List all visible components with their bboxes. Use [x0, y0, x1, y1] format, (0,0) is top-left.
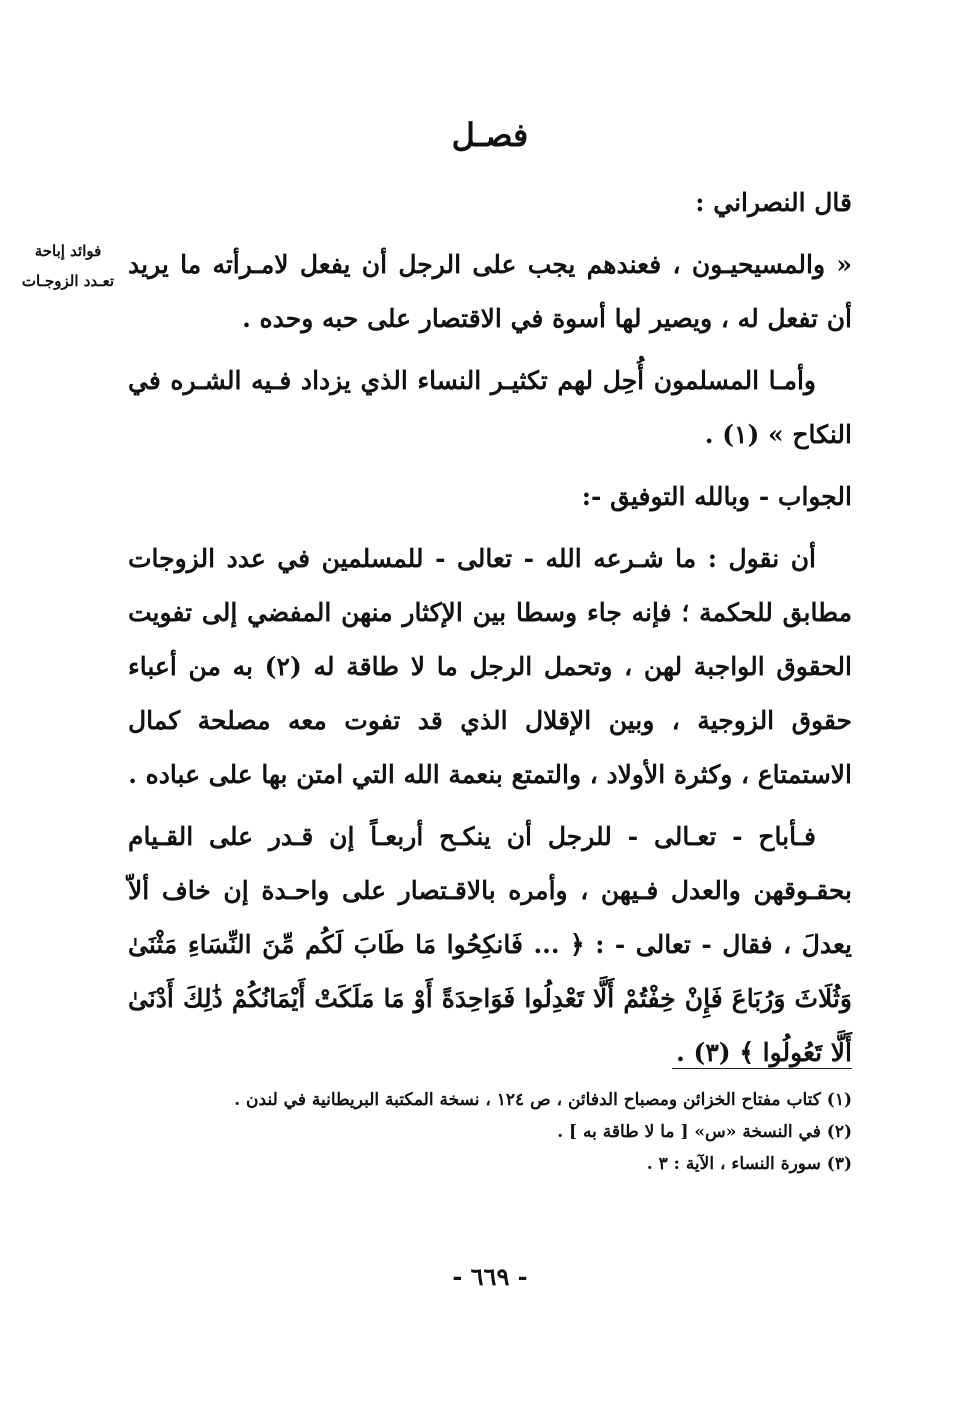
footnote-3: (٣) سورة النساء ، الآية : ٣ .	[646, 1154, 852, 1174]
page-number: - ٦٦٩ -	[452, 1262, 528, 1291]
footnote-divider	[672, 1068, 852, 1069]
footnotes	[128, 1084, 852, 1180]
quoted-claim-paragraph: « والمسيحيـون ، فعندهم يجب على الرجل أن يفعل لامـرأته ما يريد أن تفعل له ، ويصير لها أسوة في الاقتصار على حبه وحده .	[128, 250, 852, 333]
footnote-1: (١) كتاب مفتاح الخزائن ومصباح الدفائن ، ص ١٢٤ ، نسخة المكتبة البريطانية في لندن .	[234, 1090, 852, 1110]
answer-paragraph: أن نقول : ما شـرعه الله - تعالى - للمسلمين في عدد الزوجات مطابق للحكمة ؛ فإنه جاء وسطا بين الإكثار منهن المفضي إلى تفويت الحقوق الواجبة لهن ، وتحمل الرجل ما لا طاقة له (٢) به من أعباء حقوق الزوجية ، وبين الإقلال الذي قد تفوت معه مصلحة كمال الاستمتاع ، وكثرة الأولاد ، والتمتع بنعمة الله التي امتن بها على عباده .	[128, 544, 852, 789]
answer-heading: الجواب - وبالله التوفيق -:	[581, 482, 852, 511]
verse-paragraph: فـأباح - تعـالى - للرجل أن ينكـح أربعـاً إن قـدر على القـيام بحقـوقهن والعدل فـيهن ، وأمره بالاقـتصار على واحـدة إن خاف ألاّ يعدلَ ، فقال - تعالى - : ﴿ ... فَانكِحُوا مَا طَابَ لَكُم مِّنَ النِّسَاءِ مَثْنَىٰ وَثُلَاثَ وَرُبَاعَ فَإِنْ خِفْتُمْ أَلَّا تَعْدِلُوا فَوَاحِدَةً أَوْ مَا مَلَكَتْ أَيْمَانُكُمْ ذَٰلِكَ أَدْنَىٰ أَلَّا تَعُولُوا ﴾ (٣) .	[128, 822, 852, 1067]
quoted-claim-continuation: وأمـا المسلمون أُحِل لهم تكثيـر النساء الذي يزداد فـيه الشـره في النكاح » (١) .	[128, 366, 852, 449]
main-text	[128, 176, 852, 1088]
footnote-2: (٢) في النسخة «س» [ ما لا طاقة به ] .	[557, 1122, 852, 1142]
speaker-line: قال النصراني :	[695, 188, 852, 217]
margin-note: فوائد إباحة تعـدد الزوجـات	[21, 242, 115, 290]
section-title: فصـل	[451, 116, 529, 154]
